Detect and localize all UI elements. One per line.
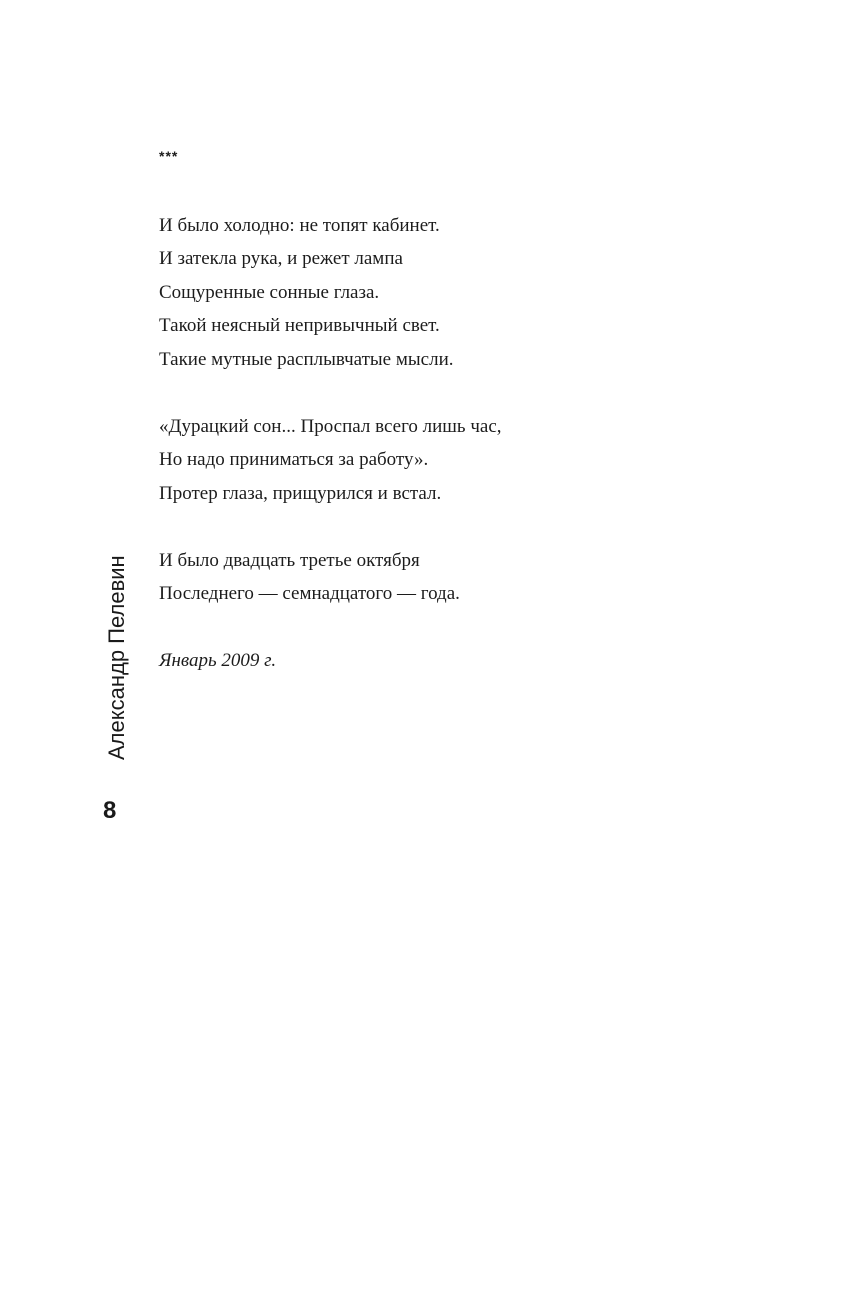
stanza-2 [159, 410, 759, 511]
verse-line: И было двадцать третье октября [159, 549, 420, 571]
verse-line: Но надо приниматься за работу». [159, 449, 429, 470]
poem-body [159, 140, 759, 678]
verse-line: И затекла рука, и режет лампа [159, 248, 403, 269]
poem-dateline: Январь 2009 г. [159, 650, 277, 671]
verse-line: И было холодно: не топят кабинет. [159, 214, 440, 236]
running-head-author: Александр Пелевин [104, 555, 129, 760]
verse-line: «Дурацкий сон... Проспал всего лишь час, [159, 415, 502, 437]
verse-line: Такой неясный непривычный свет. [159, 315, 440, 336]
verse-line: Сощуренные сонные глаза. [159, 281, 380, 303]
stanza-3 [159, 544, 759, 611]
verse-line: Протер глаза, прищурился и встал. [159, 482, 442, 504]
stanza-1 [159, 209, 759, 377]
page-number: 8 [103, 797, 117, 824]
section-separator: *** [159, 148, 179, 164]
verse-line: Последнего — семнадцатого — года. [159, 583, 460, 604]
verse-line: Такие мутные расплывчатые мысли. [159, 348, 454, 370]
